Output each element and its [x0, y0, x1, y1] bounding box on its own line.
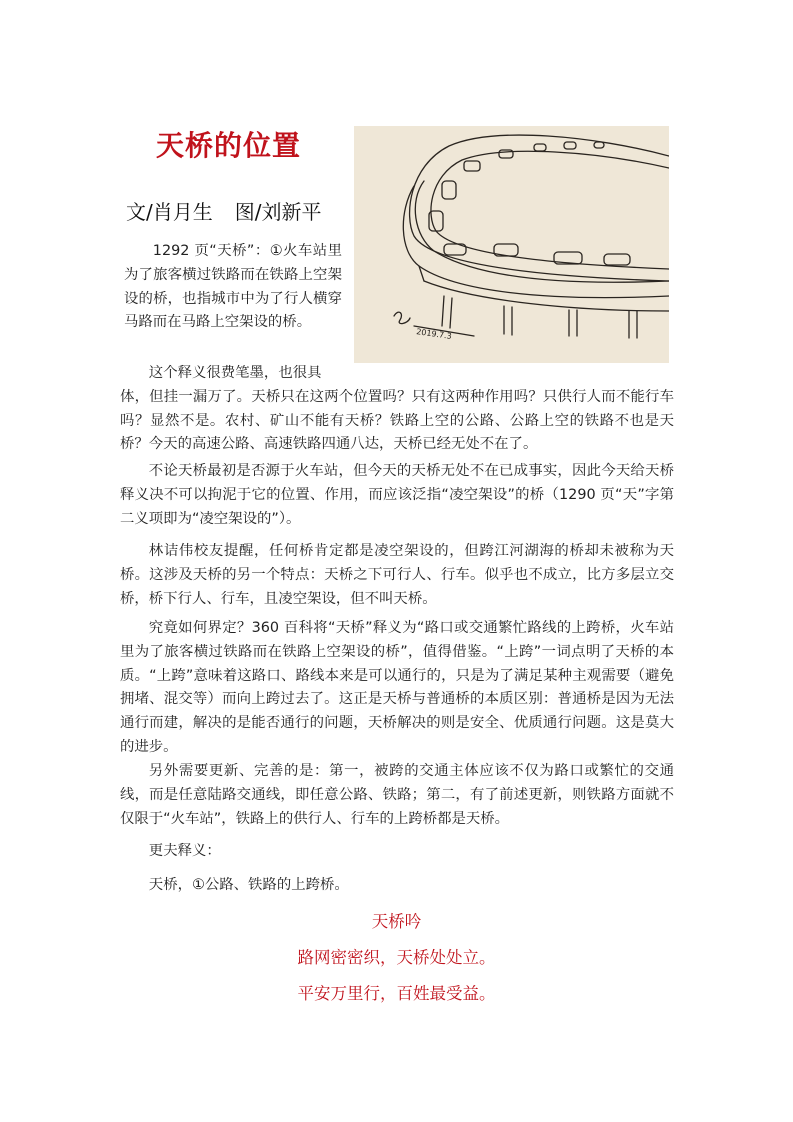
paragraph-reminder: 林诘伟校友提醒，任何桥肯定都是凌空架设的，但跨江河湖海的桥却未被称为天桥。这涉及天桥的另一个特点：天桥之下可行人、行车。似乎也不成立，比方多层立交桥，桥下行人、行车，且凌空架设，但不叫天桥。: [120, 543, 674, 607]
article-title: 天桥的位置: [156, 129, 302, 162]
illustrator-credit: 图/刘新平: [234, 200, 322, 224]
byline: [126, 196, 322, 225]
paragraph-revised-definition: 天桥，①公路、铁路的上跨桥。: [148, 877, 349, 893]
paragraph-critique-rest: 体，但挂一漏万了。天桥只在这两个位置吗？只有这两种作用吗？只供行人而不能行车吗？显然不是。农村、矿山不能有天桥？铁路上空的公路、公路上空的铁路不也是天桥？今天的高速公路、高速铁路四通八达，天桥已经无处不在了。: [120, 388, 674, 453]
paragraph-definition: 1292 页“天桥”：①火车站里为了旅客横过铁路而在铁路上空架设的桥，也指城市中为了行人横穿马路而在马路上空架设的桥。: [124, 243, 342, 331]
paragraph-revised-label: 更夫释义：: [148, 843, 221, 859]
paragraph-definition-360: 究竟如何界定？360 百科将“天桥”释义为“路口或交通繁忙路线的上跨桥，火车站里为了旅客横过铁路而在铁路上空架设的桥”，值得借鉴。“上跨”一词点明了天桥的本质。“上跨”意味着这路口、路线本来是可以通行的，只是为了满足某种主观需要（避免拥堵、混交等）而向上跨过去了。这正是天桥与普通桥的本质区别：普通桥是因为无法通行而建，解决的是能否通行的问题，天桥解决的则是安全、优质通行问题。这是莫大的进步。: [120, 620, 674, 755]
paragraph-critique-lead: 这个释义很费笔墨，也很具: [148, 365, 322, 381]
poem-line-2: 平安万里行，百姓最受益。: [297, 984, 496, 1003]
paragraph-update: 另外需要更新、完善的是：第一，被跨的交通主体应该不仅为路口或繁忙的交通线，而是任意陆路交通线，即任意公路、铁路；第二，有了前述更新，则铁路方面就不仅限于“火车站”，铁路上的供行人、行车的上跨桥都是天桥。: [120, 763, 674, 827]
poem-line-1: 路网密密织，天桥处处立。: [297, 948, 496, 967]
author-credit: 文/肖月生: [126, 200, 213, 224]
sketch-signature-date: 2019.7.3: [415, 327, 453, 341]
poem-title: 天桥吟: [371, 912, 422, 931]
overpass-sketch-photo: [354, 126, 669, 363]
paragraph-critique: [120, 362, 674, 457]
paragraph-origin: 不论天桥最初是否源于火车站，但今天的天桥无处不在已成事实，因此今天给天桥释义决不可以拘泥于它的位置、作用，而应该泛指“凌空架设”的桥（1290 页“天”字第二义项即为“凌空架设的”）。: [120, 463, 674, 527]
overpass-sketch-drawing: [354, 126, 669, 363]
